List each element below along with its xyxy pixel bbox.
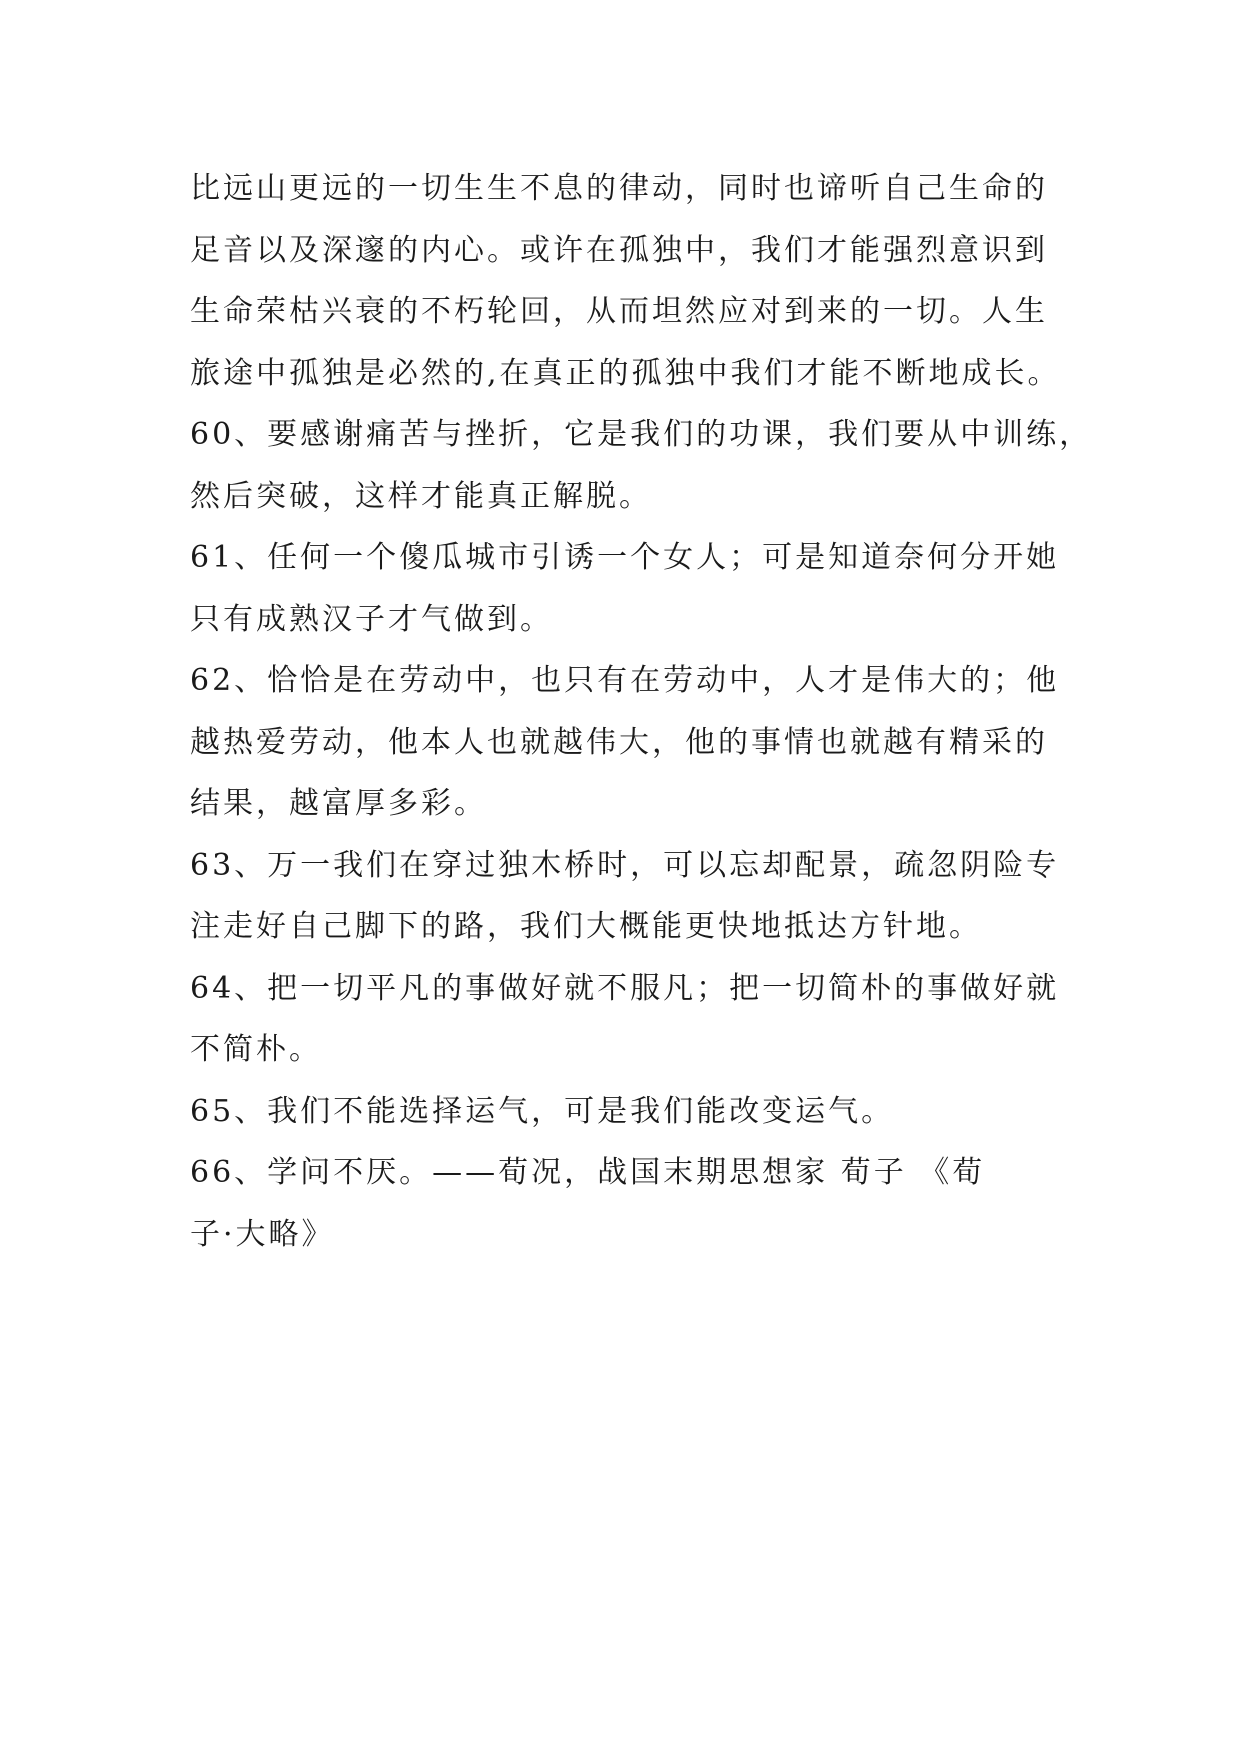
- text-line: 只有成熟汉子才气做到。: [190, 601, 553, 637]
- text-line: 64、把一切平凡的事做好就不服凡；把一切简朴的事做好就: [190, 970, 1060, 1006]
- text-line: 越热爱劳动，他本人也就越伟大，他的事情也就越有精采的: [190, 724, 1048, 760]
- text-line: 66、学问不厌。——荀况，战国末期思想家 荀子 《荀: [190, 1155, 986, 1190]
- text-line: 60、要感谢痛苦与挫折，它是我们的功课，我们要从中训练，: [190, 417, 1093, 452]
- text-line: 生命荣枯兴衰的不朽轮回，从而坦然应对到来的一切。人生: [190, 294, 1048, 329]
- text-line: 足音以及深邃的内心。或许在孤独中，我们才能强烈意识到: [190, 232, 1048, 268]
- text-line: 不简朴。: [190, 1032, 322, 1067]
- text-line: 比远山更远的一切生生不息的律动，同时也谛听自己生命的: [190, 171, 1048, 206]
- body-text: [190, 158, 1093, 1265]
- text-line: 然后突破，这样才能真正解脱。: [190, 478, 652, 514]
- text-line: 62、恰恰是在劳动中，也只有在劳动中，人才是伟大的；他: [190, 663, 1060, 698]
- text-line: 子·大略》: [190, 1216, 335, 1252]
- text-line: 结果，越富厚多彩。: [190, 786, 487, 821]
- text-line: 注走好自己脚下的路，我们大概能更快地抵达方针地。: [190, 909, 982, 944]
- text-line: 63、万一我们在穿过独木桥时，可以忘却配景，疏忽阴险专: [190, 847, 1060, 883]
- text-line: 61、任何一个傻瓜城市引诱一个女人；可是知道奈何分开她: [190, 540, 1060, 575]
- text-line: 旅途中孤独是必然的,在真正的孤独中我们才能不断地成长。: [190, 355, 1061, 391]
- text-line: 65、我们不能选择运气，可是我们能改变运气。: [190, 1093, 895, 1129]
